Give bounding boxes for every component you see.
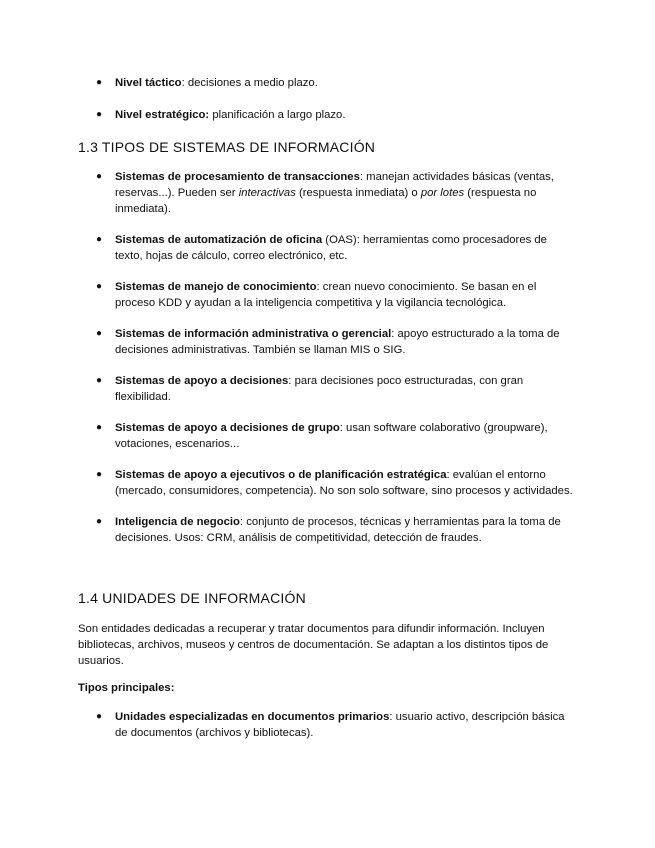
section-heading: 1.4 UNIDADES DE INFORMACIÓN <box>78 590 306 606</box>
list-item <box>0 75 655 91</box>
item-text: : usan software colaborativo (groupware), votaciones, escenarios... <box>115 422 548 450</box>
section-14-bullet-list <box>0 709 655 741</box>
item-text: : apoyo estructurado a la toma de decisiones administrativas. También se llaman MIS o SIG. <box>115 328 560 356</box>
item-term: Sistemas de manejo de conocimiento <box>115 281 317 293</box>
item-term: Sistemas de apoyo a decisiones de grupo <box>115 422 340 434</box>
item-text: : evalúan el entorno (mercado, consumidores, competencia). No son solo software, sino procesos y actividades. <box>115 469 573 497</box>
section-paragraph: Son entidades dedicadas a recuperar y tratar documentos para difundir información. Incluyen bibliotecas, archivos, museos y centros de documentación. Se adaptan a los distintos tipos de usuarios. <box>78 623 549 667</box>
item-text: : manejan actividades básicas (ventas, reservas...). Pueden ser <box>115 171 554 199</box>
item-term: Nivel táctico <box>115 77 182 89</box>
item-term: Unidades especializadas en documentos primarios <box>115 711 390 723</box>
section-13-bullet-list <box>0 169 655 546</box>
item-text: (OAS): herramientas como procesadores de texto, hojas de cálculo, correo electrónico, etc. <box>115 234 547 262</box>
item-text: : usuario activo, descripción básica de documentos (archivos y bibliotecas). <box>115 711 565 739</box>
list-item <box>0 467 655 499</box>
item-text: planificación a largo plazo. <box>209 109 346 121</box>
bullet-icon: ● <box>96 516 103 527</box>
list-item <box>0 279 655 311</box>
item-text: : para decisiones poco estructuradas, con gran flexibilidad. <box>115 375 524 403</box>
section-heading: 1.3 TIPOS DE SISTEMAS DE INFORMACIÓN <box>78 139 376 155</box>
bullet-icon: ● <box>96 234 103 245</box>
item-term: Sistemas de apoyo a decisiones <box>115 375 289 387</box>
list-item <box>0 420 655 452</box>
top-bullet-list <box>0 75 655 123</box>
item-text: : conjunto de procesos, técnicas y herramientas para la toma de decisiones. Usos: CRM, análisis de competitividad, detección de fraudes. <box>115 516 561 544</box>
list-item <box>0 514 655 546</box>
bullet-icon: ● <box>96 109 103 120</box>
subheading-text: Tipos principales: <box>78 682 175 694</box>
item-term: Sistemas de apoyo a ejecutivos o de planificación estratégica <box>115 469 447 481</box>
list-item <box>0 107 655 123</box>
item-term: Sistemas de procesamiento de transacciones <box>115 171 360 183</box>
item-text: : decisiones a medio plazo. <box>181 77 318 89</box>
item-emphasis: interactivas <box>238 187 296 199</box>
bullet-icon: ● <box>96 77 103 88</box>
item-emphasis: por lotes <box>420 187 465 199</box>
bullet-icon: ● <box>96 711 103 722</box>
item-term: Sistemas de automatización de oficina <box>115 234 323 246</box>
bullet-icon: ● <box>96 469 103 480</box>
item-text: (respuesta no inmediata). <box>115 187 537 215</box>
subheading <box>78 680 573 696</box>
item-term: Nivel estratégico: <box>115 109 210 121</box>
list-item <box>0 326 655 358</box>
item-text: (respuesta inmediata) o <box>295 187 421 199</box>
bullet-icon: ● <box>96 281 103 292</box>
bullet-icon: ● <box>96 422 103 433</box>
item-text: : crean nuevo conocimiento. Se basan en el proceso KDD y ayudan a la inteligencia competitiva y la vigilancia tecnológica. <box>115 281 537 309</box>
list-item <box>0 373 655 405</box>
item-term: Inteligencia de negocio <box>115 516 240 528</box>
bullet-icon: ● <box>96 171 103 182</box>
list-item <box>0 169 655 217</box>
list-item <box>0 709 655 741</box>
bullet-icon: ● <box>96 328 103 339</box>
item-term: Sistemas de información administrativa o gerencial <box>115 328 392 340</box>
list-item <box>0 232 655 264</box>
bullet-icon: ● <box>96 375 103 386</box>
